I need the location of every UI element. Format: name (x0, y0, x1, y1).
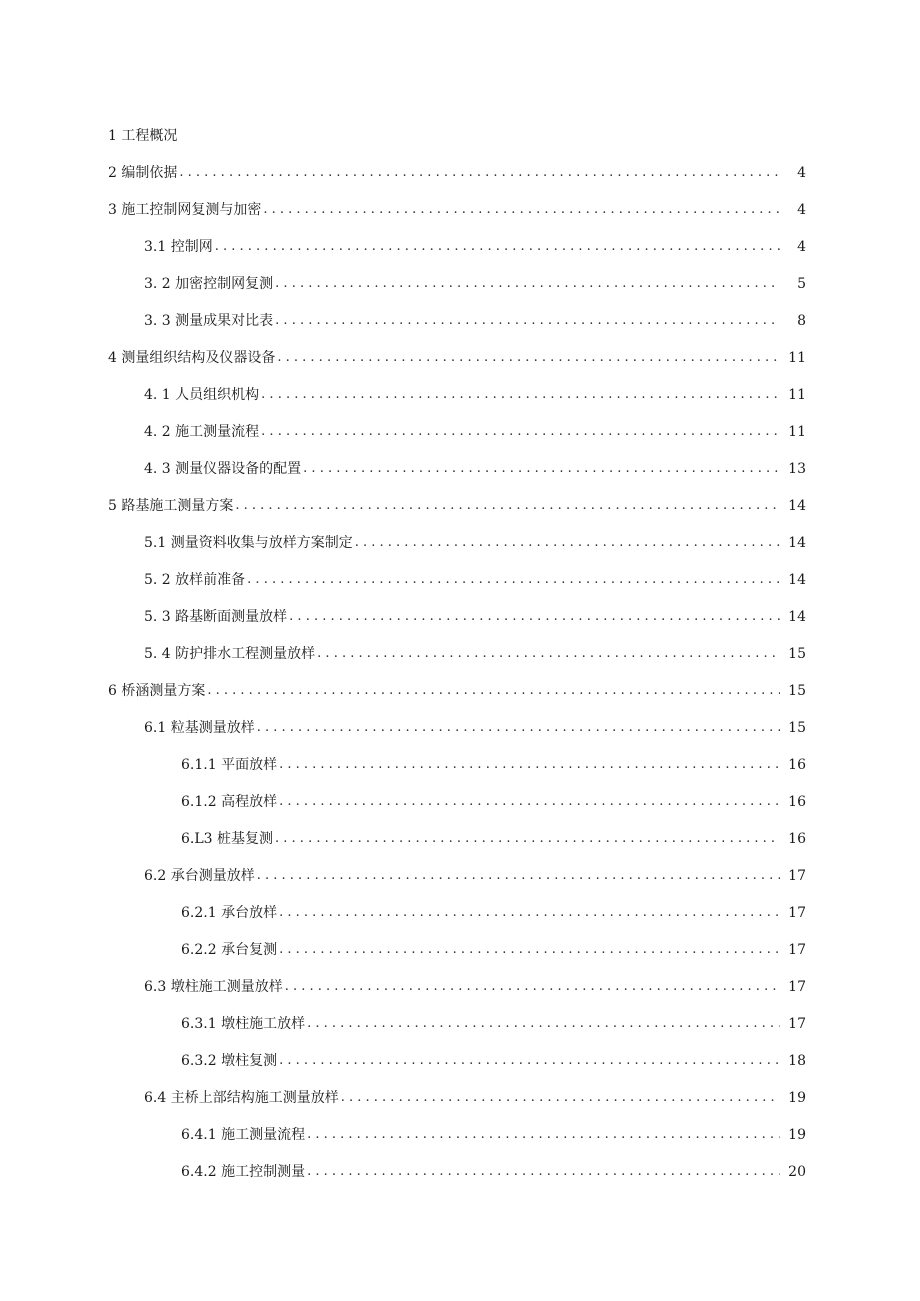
toc-page-number: 16 (788, 756, 806, 773)
toc-entry-title: 6.1 粒基测量放样 (144, 719, 255, 736)
toc-dot-leader (279, 940, 780, 960)
toc-entry-title: 6.L3 桩基复测 (181, 830, 274, 847)
toc-entry[interactable] (0, 783, 920, 820)
toc-page-number: 14 (788, 608, 806, 625)
toc-entry[interactable] (0, 191, 920, 228)
toc-entry-title: 6.3 墩柱施工测量放样 (144, 978, 283, 995)
toc-entry[interactable] (0, 487, 920, 524)
toc-page-number: 4 (797, 201, 806, 218)
toc-entry-title: 6.4.1 施工测量流程 (181, 1126, 306, 1143)
toc-entry[interactable] (0, 339, 920, 376)
toc-page-number: 11 (788, 349, 806, 366)
toc-dot-leader (307, 1125, 780, 1145)
toc-entry[interactable] (0, 376, 920, 413)
toc-dot-leader (275, 829, 780, 849)
toc-page-number: 11 (788, 386, 806, 403)
toc-dot-leader (257, 718, 780, 738)
toc-entry[interactable] (0, 1079, 920, 1116)
toc-entry-title: 5.1 测量资料收集与放样方案制定 (144, 534, 353, 551)
toc-entry[interactable] (0, 968, 920, 1005)
toc-page-number: 18 (788, 1052, 806, 1069)
toc-entry-title: 1 工程概况 (108, 127, 178, 144)
toc-entry[interactable] (0, 746, 920, 783)
toc-dot-leader (279, 903, 780, 923)
toc-entry[interactable] (0, 228, 920, 265)
toc-entry-title: 6.3.2 墩柱复测 (181, 1052, 278, 1069)
toc-dot-leader (307, 1162, 780, 1182)
toc-page-number: 4 (797, 164, 806, 181)
toc-page-number: 4 (797, 238, 806, 255)
toc-page-number: 16 (788, 793, 806, 810)
toc-entry[interactable] (0, 598, 920, 635)
toc-dot-leader (289, 607, 780, 627)
toc-entry[interactable] (0, 117, 920, 154)
toc-dot-leader (247, 570, 780, 590)
toc-dot-leader (307, 1014, 780, 1034)
toc-entry[interactable] (0, 1153, 920, 1190)
toc-entry[interactable] (0, 154, 920, 191)
toc-page-number: 20 (788, 1163, 806, 1180)
toc-dot-leader (261, 422, 780, 442)
toc-dot-leader (279, 755, 780, 775)
toc-page-number: 17 (788, 1015, 806, 1032)
toc-page-number: 8 (797, 312, 806, 329)
toc-entry-title: 4. 2 施工测量流程 (144, 423, 260, 440)
toc-entry[interactable] (0, 1042, 920, 1079)
toc-page-number: 15 (788, 682, 806, 699)
toc-entry-title: 5 路基施工测量方案 (108, 497, 234, 514)
toc-entry[interactable] (0, 265, 920, 302)
toc-entry[interactable] (0, 894, 920, 931)
toc-dot-leader (285, 977, 780, 997)
toc-entry[interactable] (0, 524, 920, 561)
toc-dot-leader (235, 496, 780, 516)
toc-entry[interactable] (0, 820, 920, 857)
toc-dot-leader (279, 792, 780, 812)
toc-page-number: 14 (788, 571, 806, 588)
toc-page-number: 19 (788, 1126, 806, 1143)
toc-entry[interactable] (0, 413, 920, 450)
toc-entry-title: 3.1 控制网 (144, 238, 213, 255)
toc-page-number: 14 (788, 534, 806, 551)
toc-entry-title: 6.4.2 施工控制测量 (181, 1163, 306, 1180)
toc-entry-title: 6.2 承台测量放样 (144, 867, 255, 884)
toc-entry-title: 5. 3 路基断面测量放样 (144, 608, 288, 625)
toc-dot-leader (207, 681, 780, 701)
toc-entry-title: 4. 3 测量仪器设备的配置 (144, 460, 302, 477)
toc-entry[interactable] (0, 931, 920, 968)
toc-entry[interactable] (0, 709, 920, 746)
toc-dot-leader (277, 348, 780, 368)
toc-entry[interactable] (0, 1116, 920, 1153)
toc-entry[interactable] (0, 857, 920, 894)
toc-entry[interactable] (0, 450, 920, 487)
toc-dot-leader (317, 644, 780, 664)
toc-page-number: 17 (788, 867, 806, 884)
toc-entry-title: 5. 4 防护排水工程测量放样 (144, 645, 316, 662)
toc-page-number: 14 (788, 497, 806, 514)
toc-entry[interactable] (0, 561, 920, 598)
toc-entry-title: 4. 1 人员组织机构 (144, 386, 260, 403)
toc-dot-leader (279, 1051, 780, 1071)
toc-entry[interactable] (0, 672, 920, 709)
table-of-contents (0, 117, 920, 1190)
toc-entry[interactable] (0, 1005, 920, 1042)
toc-dot-leader (275, 274, 780, 294)
toc-entry-title: 6.2.1 承台放样 (181, 904, 278, 921)
toc-page-number: 17 (788, 941, 806, 958)
toc-page-number: 17 (788, 978, 806, 995)
toc-page-number: 16 (788, 830, 806, 847)
toc-entry-title: 5. 2 放样前准备 (144, 571, 246, 588)
toc-entry-title: 4 测量组织结构及仪器设备 (108, 349, 276, 366)
toc-page-number: 15 (788, 719, 806, 736)
toc-page-number: 19 (788, 1089, 806, 1106)
toc-entry-title: 6.2.2 承台复测 (181, 941, 278, 958)
toc-entry[interactable] (0, 635, 920, 672)
toc-dot-leader (341, 1088, 780, 1108)
toc-dot-leader (179, 163, 780, 183)
toc-page-number: 17 (788, 904, 806, 921)
toc-entry-title: 6.4 主桥上部结构施工测量放样 (144, 1089, 339, 1106)
toc-entry-title: 6.1.1 平面放样 (181, 756, 278, 773)
toc-entry-title: 3. 3 测量成果对比表 (144, 312, 274, 329)
toc-entry-title: 3. 2 加密控制网复测 (144, 275, 274, 292)
toc-dot-leader (261, 385, 780, 405)
toc-page-number: 5 (797, 275, 806, 292)
toc-dot-leader (355, 533, 780, 553)
toc-entry-title: 6.3.1 墩柱施工放样 (181, 1015, 306, 1032)
toc-dot-leader (215, 237, 780, 257)
toc-entry[interactable] (0, 302, 920, 339)
toc-entry-title: 2 编制依据 (108, 164, 178, 181)
toc-page-number: 11 (788, 423, 806, 440)
toc-page-number: 15 (788, 645, 806, 662)
toc-entry-title: 6.1.2 高程放样 (181, 793, 278, 810)
toc-dot-leader (303, 459, 780, 479)
toc-entry-title: 3 施工控制网复测与加密 (108, 201, 262, 218)
toc-dot-leader (275, 311, 780, 331)
toc-dot-leader (263, 200, 780, 220)
toc-page-number: 13 (788, 460, 806, 477)
toc-dot-leader (257, 866, 780, 886)
toc-entry-title: 6 桥涵测量方案 (108, 682, 206, 699)
